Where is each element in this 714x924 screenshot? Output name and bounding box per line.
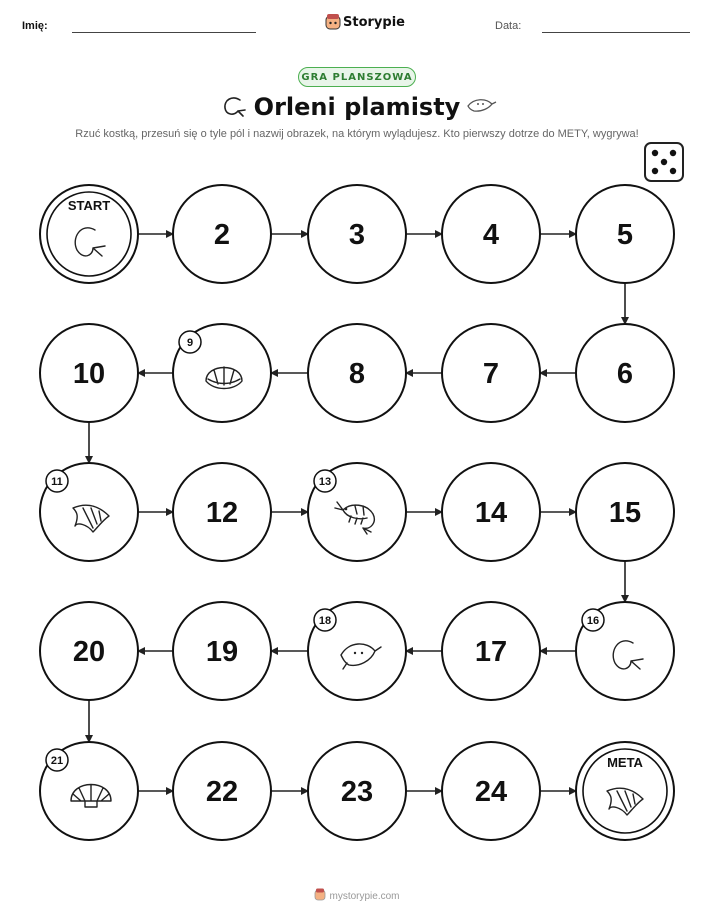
- board-space-16[interactable]: [576, 602, 674, 700]
- space-number: 18: [318, 615, 332, 627]
- board-space-19[interactable]: [173, 602, 271, 700]
- board-space-17[interactable]: [442, 602, 540, 700]
- space-number: 11: [51, 476, 63, 488]
- board-space-21[interactable]: [40, 742, 138, 840]
- game-type-badge: GRA PLANSZOWA: [298, 67, 416, 87]
- finish-label: META: [607, 755, 643, 770]
- board-space-22[interactable]: [173, 742, 271, 840]
- page-title: Orleni plamisty: [253, 93, 461, 121]
- board-space-1[interactable]: [40, 185, 138, 283]
- board-space-6[interactable]: [576, 324, 674, 422]
- brand-name: Storypie: [343, 15, 405, 30]
- space-number: 16: [586, 615, 600, 627]
- mascot-icon: [314, 888, 326, 901]
- board-space-23[interactable]: [308, 742, 406, 840]
- space-number: 24: [474, 776, 508, 808]
- space-number: 19: [205, 636, 239, 668]
- board-space-25[interactable]: [576, 742, 674, 840]
- board-space-10[interactable]: [40, 324, 138, 422]
- footer: [0, 888, 714, 902]
- footer-url: mystorypie.com: [329, 891, 400, 902]
- space-number: 8: [348, 358, 366, 390]
- board-space-12[interactable]: [173, 463, 271, 561]
- board-space-18[interactable]: [308, 602, 406, 700]
- board-space-9[interactable]: [173, 324, 271, 422]
- space-number: 7: [482, 358, 500, 390]
- name-label: Imię:: [22, 20, 48, 32]
- board-space-14[interactable]: [442, 463, 540, 561]
- space-number: 12: [205, 497, 239, 529]
- board-space-24[interactable]: [442, 742, 540, 840]
- instructions: Rzuć kostką, przesuń się o tyle pól i nazwij obrazek, na którym wylądujesz. Kto pierwszy dotrze do METY, wygrywa!: [75, 128, 639, 140]
- board-space-2[interactable]: [173, 185, 271, 283]
- space-number: 17: [474, 636, 508, 668]
- space-number: 20: [72, 636, 106, 668]
- space-number: 9: [186, 337, 194, 349]
- date-label: Data:: [495, 20, 522, 32]
- space-number: 10: [72, 358, 106, 390]
- board-space-15[interactable]: [576, 463, 674, 561]
- space-number: 21: [50, 755, 64, 767]
- space-number: 2: [213, 219, 231, 251]
- space-number: 13: [318, 476, 332, 488]
- space-number: 6: [616, 358, 634, 390]
- board-space-8[interactable]: [308, 324, 406, 422]
- space-number: 14: [474, 497, 508, 529]
- space-number: 15: [608, 497, 642, 529]
- board-space-20[interactable]: [40, 602, 138, 700]
- board-space-11[interactable]: [40, 463, 138, 561]
- space-number: 3: [348, 219, 366, 251]
- board-space-3[interactable]: [308, 185, 406, 283]
- space-number: 4: [482, 219, 500, 251]
- board-space-7[interactable]: [442, 324, 540, 422]
- space-number: 23: [340, 776, 374, 808]
- space-number: 22: [205, 776, 239, 808]
- board-space-5[interactable]: [576, 185, 674, 283]
- start-label: START: [67, 198, 111, 213]
- board-space-13[interactable]: [308, 463, 406, 561]
- board-space-4[interactable]: [442, 185, 540, 283]
- space-number: 5: [616, 219, 634, 251]
